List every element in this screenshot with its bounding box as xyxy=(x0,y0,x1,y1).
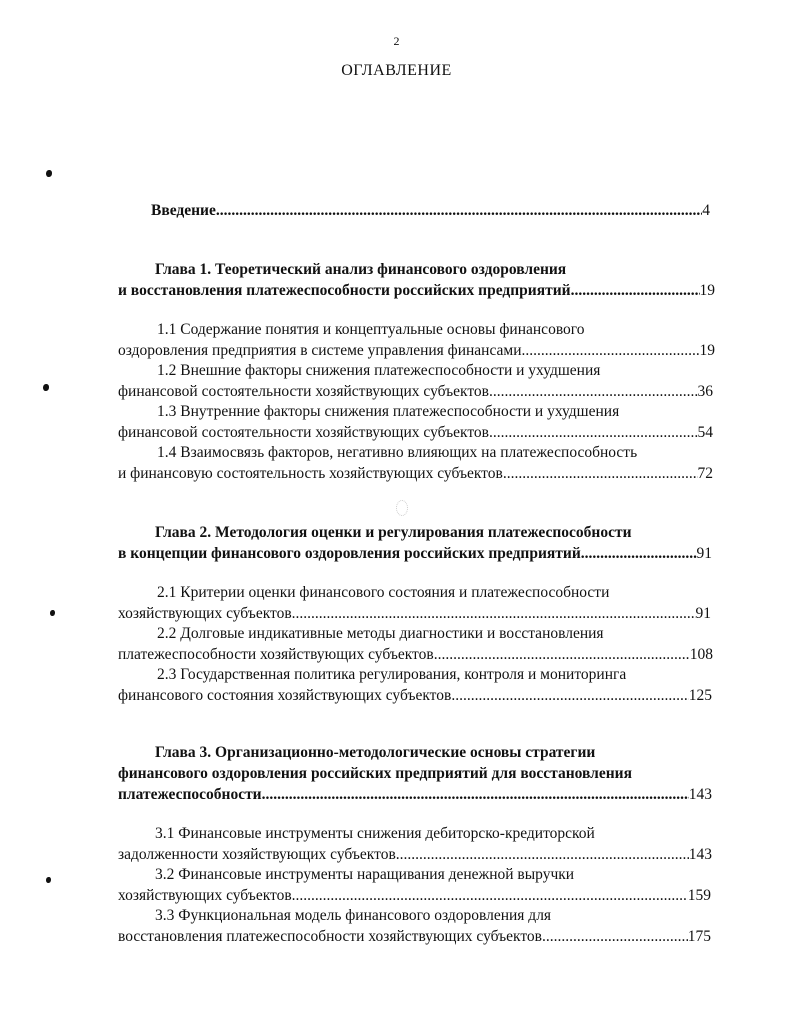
section-3-1: 3.1 Финансовые инструменты снижения дебиторско-кредиторской xyxy=(155,825,595,842)
toc-page: 159 xyxy=(687,887,711,904)
leader-dots xyxy=(292,886,688,906)
section-1-2-end xyxy=(118,382,713,402)
chapter-3-heading-line2: финансового оздоровления российских предприятий для восстановления xyxy=(118,765,632,782)
section-2-2: 2.2 Долговые индикативные методы диагностики и восстановления xyxy=(157,625,604,642)
toc-label: хозяйствующих субъектов xyxy=(118,887,292,904)
leader-dots xyxy=(292,604,696,624)
section-1-1: 1.1 Содержание понятия и концептуальные основы финансового xyxy=(157,321,585,338)
scan-mark xyxy=(43,384,49,391)
toc-page: 54 xyxy=(697,424,713,441)
section-2-2-end xyxy=(118,645,713,665)
leader-dots xyxy=(581,544,697,564)
scan-mark xyxy=(46,170,52,177)
toc-label: Введение xyxy=(151,202,216,219)
toc-page: 175 xyxy=(687,928,711,945)
section-3-2: 3.2 Финансовые инструменты наращивания денежной выручки xyxy=(155,866,575,883)
toc-page: 143 xyxy=(688,786,712,803)
toc-label: финансовой состоятельности хозяйствующих субъектов xyxy=(118,424,489,441)
leader-dots xyxy=(571,281,700,301)
toc-label: платежеспособности хозяйствующих субъектов xyxy=(118,646,434,663)
section-3-3-end xyxy=(118,927,711,947)
leader-dots xyxy=(503,464,698,484)
toc-page: 19 xyxy=(699,282,715,299)
section-1-4-end xyxy=(118,464,713,484)
section-3-1-end xyxy=(118,845,712,865)
section-2-3-end xyxy=(118,686,712,706)
toc-page: 72 xyxy=(697,465,713,482)
section-2-1-end xyxy=(118,604,711,624)
page-number: 2 xyxy=(393,34,400,48)
section-1-4: 1.4 Взаимосвязь факторов, негативно влияющих на платежеспособность xyxy=(157,444,638,461)
toc-page: 91 xyxy=(696,545,712,562)
chapter-1-heading: Глава 1. Теоретический анализ финансового оздоровления xyxy=(155,261,567,278)
leader-dots xyxy=(216,201,702,221)
toc-page: 91 xyxy=(695,605,711,622)
section-1-3: 1.3 Внутренние факторы снижения платежеспособности и ухудшения xyxy=(157,403,620,420)
toc-page: 143 xyxy=(688,846,712,863)
toc-label: хозяйствующих субъектов xyxy=(118,605,292,622)
toc-label: финансового состояния хозяйствующих субъектов xyxy=(118,687,452,704)
section-2-1: 2.1 Критерии оценки финансового состояния и платежеспособности xyxy=(157,584,610,601)
section-2-3: 2.3 Государственная политика регулирования, контроля и мониторинга xyxy=(157,666,627,683)
chapter-3-heading: Глава 3. Организационно-методологические основы стратегии xyxy=(155,744,596,761)
page-title: ОГЛАВЛЕНИЕ xyxy=(341,62,452,79)
chapter-2-heading-end xyxy=(118,544,712,564)
toc-page: 108 xyxy=(689,646,713,663)
scan-mark xyxy=(46,877,51,883)
toc-label: оздоровления предприятия в системе управления финансами xyxy=(118,342,522,359)
leader-dots xyxy=(451,686,688,706)
toc-label: в концепции финансового оздоровления российских предприятий xyxy=(118,545,581,562)
section-3-3: 3.3 Функциональная модель финансового оздоровления для xyxy=(155,907,552,924)
leader-dots xyxy=(489,423,698,443)
toc-label: задолженности хозяйствующих субъектов xyxy=(118,846,396,863)
toc-label: платежеспособности xyxy=(118,786,262,803)
toc-page: 19 xyxy=(699,342,715,359)
toc-label: восстановления платежеспособности хозяйствующих субъектов xyxy=(118,928,542,945)
section-1-1-end xyxy=(118,341,715,361)
section-3-2-end xyxy=(118,886,711,906)
leader-dots xyxy=(262,785,689,805)
section-1-2: 1.2 Внешние факторы снижения платежеспособности и ухудшения xyxy=(157,362,601,379)
toc-label: финансовой состоятельности хозяйствующих субъектов xyxy=(118,383,489,400)
toc-page: 36 xyxy=(697,383,713,400)
leader-dots xyxy=(434,645,690,665)
leader-dots xyxy=(489,382,698,402)
leader-dots xyxy=(542,927,688,947)
leader-dots xyxy=(522,341,700,361)
section-1-3-end xyxy=(118,423,713,443)
chapter-1-heading-end xyxy=(118,281,715,301)
toc-page: 4 xyxy=(702,202,710,219)
toc-label: и финансовую состоятельность хозяйствующих субъектов xyxy=(118,465,503,482)
chapter-3-heading-end xyxy=(118,785,712,805)
leader-dots xyxy=(396,845,689,865)
toc-label: и восстановления платежеспособности российских предприятий xyxy=(118,282,571,299)
scan-mark xyxy=(50,610,55,616)
scan-smudge xyxy=(396,500,408,516)
toc-page: 125 xyxy=(688,687,712,704)
toc-entry-intro xyxy=(151,201,710,221)
chapter-2-heading: Глава 2. Методология оценки и регулирования платежеспособности xyxy=(155,524,632,541)
